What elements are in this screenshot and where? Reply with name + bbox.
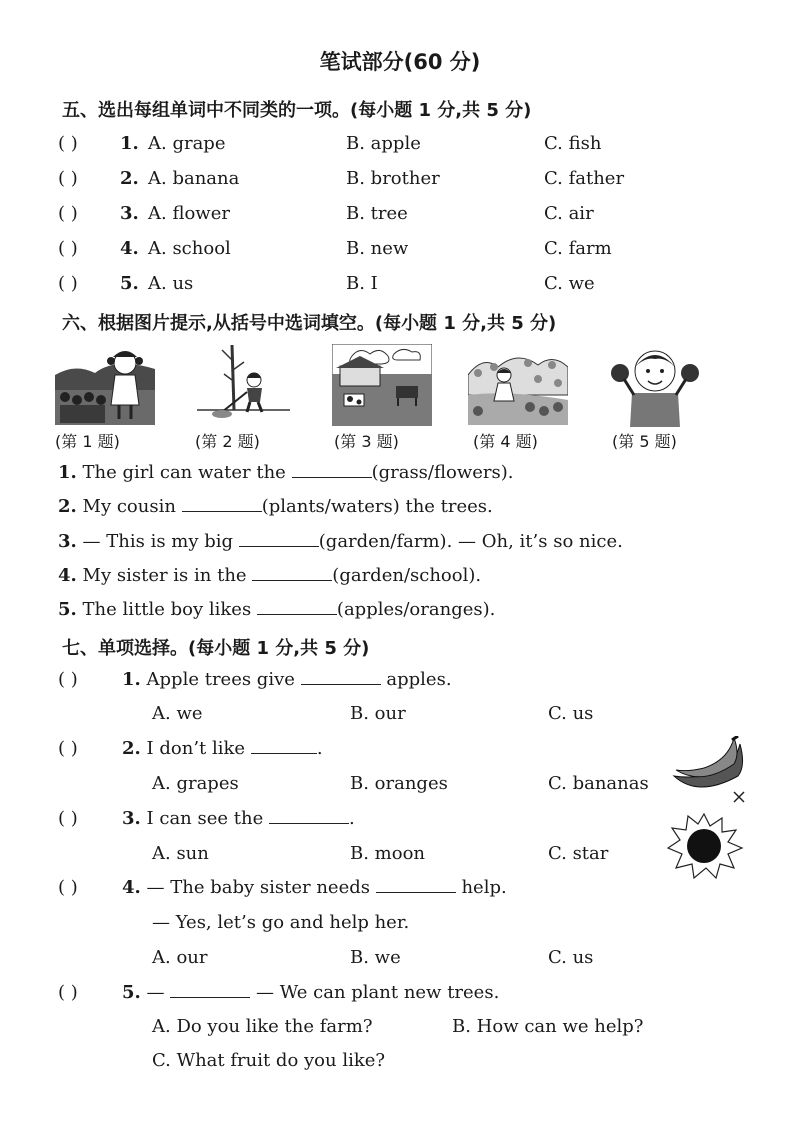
item-number: 4. <box>58 565 77 586</box>
item-number: 2. <box>58 496 77 517</box>
fill-item <box>58 531 623 552</box>
item-text: (grass/flowers). <box>371 462 514 483</box>
answer-blank[interactable] <box>301 670 381 685</box>
option-c: C. bananas <box>548 773 649 794</box>
fill-item <box>58 599 495 620</box>
answer-paren[interactable]: ( ) <box>58 133 78 154</box>
picture-boy-tree <box>192 340 292 426</box>
answer-blank[interactable] <box>170 983 250 998</box>
option-a: A. grape <box>148 133 226 154</box>
question-4 <box>122 877 507 898</box>
answer-paren[interactable]: ( ) <box>58 982 78 1003</box>
item-number: 5. <box>120 273 139 294</box>
answer-blank[interactable] <box>257 600 337 615</box>
item-text: (plants/waters) the trees. <box>261 496 493 517</box>
item-text: (garden/farm). — Oh, it’s so nice. <box>318 531 623 552</box>
option-c: C. us <box>548 947 594 968</box>
option-b: B. we <box>350 947 401 968</box>
option-c: C. What fruit do you like? <box>152 1050 386 1071</box>
answer-paren[interactable]: ( ) <box>58 238 78 259</box>
option-b: B. our <box>350 703 406 724</box>
answer-blank[interactable] <box>239 532 319 547</box>
option-b: B. oranges <box>350 773 448 794</box>
bananas-picture <box>668 736 752 804</box>
question-1 <box>122 669 452 690</box>
option-c: C. father <box>544 168 625 189</box>
item-text: My sister is in the <box>82 565 247 586</box>
answer-blank[interactable] <box>251 739 317 754</box>
question-line2: — Yes, let’s go and help her. <box>152 912 410 933</box>
question-5 <box>122 982 499 1003</box>
answer-paren[interactable]: ( ) <box>58 669 78 690</box>
answer-blank[interactable] <box>182 497 262 512</box>
question-text: help. <box>461 877 507 898</box>
option-c: C. we <box>544 273 595 294</box>
option-b: B. How can we help? <box>452 1016 644 1037</box>
question-text: Apple trees give <box>146 669 295 690</box>
question-text: — <box>146 982 165 1003</box>
option-a: A. grapes <box>152 773 239 794</box>
question-text: — We can plant new trees. <box>256 982 500 1003</box>
item-number: 1. <box>120 133 139 154</box>
page-title: 笔试部分(60 分) <box>319 50 481 74</box>
picture-girl-flowers <box>55 345 155 425</box>
fill-item <box>58 496 493 517</box>
caption-1: (第 1 题) <box>55 432 120 451</box>
answer-paren[interactable]: ( ) <box>58 738 78 759</box>
item-number: 4. <box>120 238 139 259</box>
question-text: . <box>348 808 355 829</box>
item-text: My cousin <box>82 496 176 517</box>
item-text: The girl can water the <box>82 462 286 483</box>
option-b: B. apple <box>346 133 421 154</box>
item-number: 1. <box>58 462 77 483</box>
answer-paren[interactable]: ( ) <box>58 808 78 829</box>
question-text: — The baby sister needs <box>146 877 370 898</box>
option-b: B. tree <box>346 203 408 224</box>
answer-blank[interactable] <box>252 566 332 581</box>
caption-3: (第 3 题) <box>334 432 399 451</box>
answer-paren[interactable]: ( ) <box>58 273 78 294</box>
answer-paren[interactable]: ( ) <box>58 877 78 898</box>
item-number: 3. <box>58 531 77 552</box>
picture-farm <box>332 344 432 426</box>
item-number: 5. <box>58 599 77 620</box>
item-text: The little boy likes <box>82 599 252 620</box>
caption-5: (第 5 题) <box>612 432 677 451</box>
fill-item <box>58 462 513 483</box>
option-a: A. flower <box>148 203 230 224</box>
caption-4: (第 4 题) <box>473 432 538 451</box>
option-a: A. banana <box>148 168 240 189</box>
item-number: 2. <box>122 738 141 759</box>
item-text: — This is my big <box>82 531 234 552</box>
item-number: 3. <box>122 808 141 829</box>
answer-blank[interactable] <box>269 809 349 824</box>
sun-picture <box>664 812 744 880</box>
option-c: C. fish <box>544 133 602 154</box>
item-number: 2. <box>120 168 139 189</box>
item-number: 4. <box>122 877 141 898</box>
question-text: I don’t like <box>146 738 246 759</box>
option-c: C. air <box>544 203 594 224</box>
option-c: C. star <box>548 843 609 864</box>
option-b: B. brother <box>346 168 440 189</box>
answer-blank[interactable] <box>376 878 456 893</box>
option-c: C. us <box>548 703 594 724</box>
item-text: (garden/school). <box>332 565 482 586</box>
question-text: I can see the <box>146 808 264 829</box>
option-b: B. moon <box>350 843 426 864</box>
picture-boy-apples <box>610 343 700 427</box>
section6-heading: 六、根据图片提示,从括号中选词填空。(每小题 1 分,共 5 分) <box>62 313 557 334</box>
fill-item <box>58 565 481 586</box>
item-number: 3. <box>120 203 139 224</box>
option-a: A. school <box>148 238 231 259</box>
section7-heading: 七、单项选择。(每小题 1 分,共 5 分) <box>62 638 370 659</box>
answer-blank[interactable] <box>292 463 372 478</box>
option-b: B. I <box>346 273 378 294</box>
question-text: apples. <box>386 669 452 690</box>
option-a: A. we <box>152 703 203 724</box>
item-text: (apples/oranges). <box>336 599 496 620</box>
question-2 <box>122 738 323 759</box>
answer-paren[interactable]: ( ) <box>58 168 78 189</box>
question-text: . <box>316 738 323 759</box>
question-3 <box>122 808 355 829</box>
option-c: C. farm <box>544 238 612 259</box>
caption-2: (第 2 题) <box>195 432 260 451</box>
option-a: A. Do you like the farm? <box>152 1016 373 1037</box>
option-a: A. sun <box>152 843 209 864</box>
answer-paren[interactable]: ( ) <box>58 203 78 224</box>
item-number: 5. <box>122 982 141 1003</box>
section5-heading: 五、选出每组单词中不同类的一项。(每小题 1 分,共 5 分) <box>62 100 532 121</box>
option-a: A. us <box>148 273 194 294</box>
option-b: B. new <box>346 238 409 259</box>
item-number: 1. <box>122 669 141 690</box>
picture-garden <box>468 345 568 425</box>
option-a: A. our <box>152 947 208 968</box>
